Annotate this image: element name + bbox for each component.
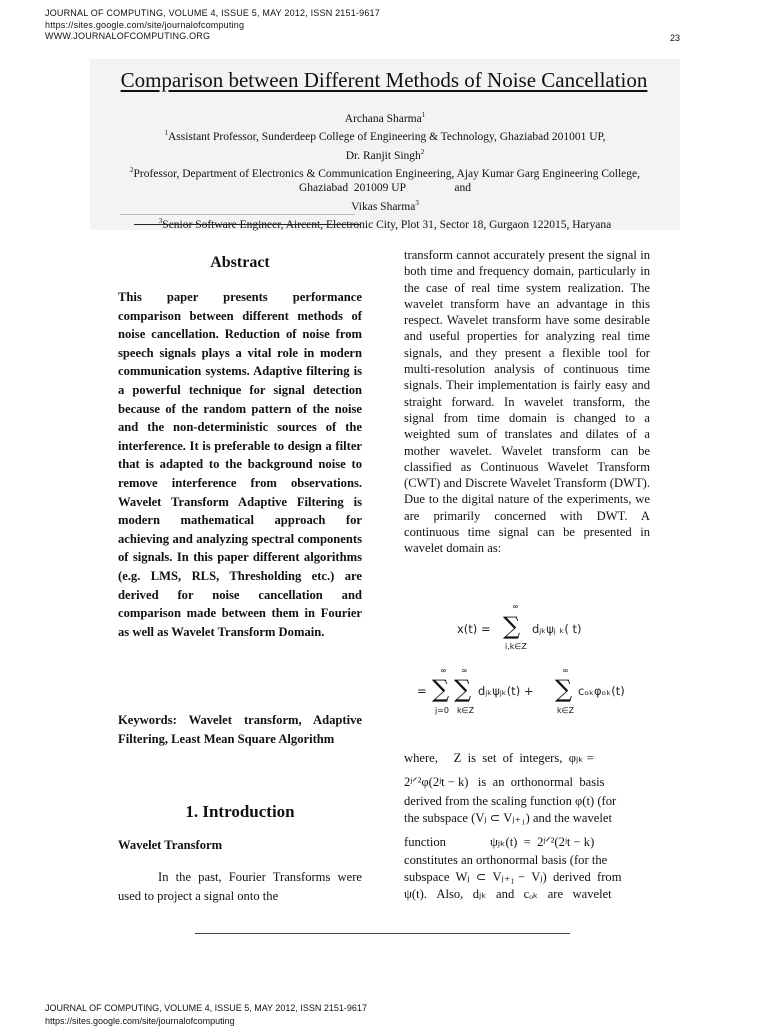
header-line-3: WWW.JOURNALOFCOMPUTING.ORG	[45, 31, 211, 41]
footer-line-2: https://sites.google.com/site/journalofcomputing	[45, 1016, 235, 1026]
eq1-lhs: x(t) =	[457, 622, 491, 636]
where-line: 2ʲᐟ²φ(2ʲt − k) is an orthonormal basis	[404, 775, 605, 789]
eq2-sum2-upper: ∞	[461, 666, 468, 675]
author-2-affiliation: $^2$Professor, Department of Electronics & Communication Engineering, Ajay Kumar Garg Engineering College,	[130, 165, 640, 180]
keywords: Keywords: Wavelet transform, Adaptive Filtering, Least Mean Square Algorithm	[118, 713, 362, 746]
sum-symbol-icon: ∑	[454, 675, 472, 703]
where-line: constitutes an orthonormal basis (for the	[404, 853, 608, 867]
header-line-2: https://sites.google.com/site/journalofcomputing	[45, 19, 245, 30]
where-line: the subspace (Vⱼ ⊂ Vⱼ₊₁) and the wavelet	[404, 811, 612, 825]
sum-symbol-icon: ∑	[432, 675, 450, 703]
section-heading: 1. Introduction	[185, 802, 295, 821]
author-3-affiliation: $^3$Senior Software Engineer, Aircent, Electronic City, Plot 31, Sector 18, Gurgaon 122015, Haryana	[158, 217, 612, 231]
paper-title: Comparison between Different Methods of Noise Cancellation	[120, 68, 648, 92]
journal-header	[45, 8, 380, 43]
body-paragraph: transform cannot accurately present the signal in both time and frequency domain, particularly in the case of real time system realization. The wavelet transform have an advantage in this respect. Wavelet transform have some desirable and useful properties for analyzing real time signals, and they present a flexible tool for multi-resolution analysis of continuous time signals. Their implementation is fairly easy and straight forward. In wavelet transform, the signal from time domain is changed to a weighted sum of translates and dilates of a mother wavelet. Wavelet transform can be classified as Continuous Wavelet Transform (CWT) and Discrete Wavelet Transform (DWT). Due to the digital nature of the experiments, we are primarily concerned with DWT. A continuous time signal can be presented in wavelet domain as:	[404, 248, 650, 556]
eq2-sum2-lower: k∈Z	[457, 706, 475, 715]
header-line-1: JOURNAL OF COMPUTING, VOLUME 4, ISSUE 5, MAY 2012, ISSN 2151-9617	[45, 8, 380, 18]
where-line: derived from the scaling function φ(t) (for	[404, 794, 617, 808]
where-line: subspace Wⱼ ⊂ Vⱼ₊₁ − Vⱼ) derived from	[404, 870, 622, 884]
intro-paragraph: In the past, Fourier Transforms were used to project a signal onto the	[118, 870, 362, 903]
divider	[120, 214, 355, 215]
eq2-sum3-upper: ∞	[562, 666, 569, 675]
eq2-term-1: dⱼₖψⱼₖ(t) +	[478, 684, 534, 698]
eq2-sum1-upper: ∞	[440, 666, 447, 675]
footer-divider	[195, 933, 570, 934]
eq2-sum1-lower: j=0	[435, 706, 450, 715]
eq1-term: dⱼₖψⱼ ₖ( t)	[532, 622, 582, 636]
sum-symbol-icon: ∑	[555, 675, 573, 703]
eq2-term-2: cₒₖφₒₖ(t)	[578, 684, 625, 698]
where-line: ψ(t). Also, dⱼₖ and cₒₖ are wavelet	[404, 887, 612, 901]
eq2-sum3-lower: k∈Z	[557, 706, 575, 715]
author-2: Dr. Ranjit Singh$^2$	[345, 147, 425, 162]
author-1-affiliation: $^1$Assistant Professor, Sunderdeep College of Engineering & Technology, Ghaziabad 201001 UP,	[164, 129, 606, 144]
author-2-affiliation-2: Ghaziabad 201009 UP and	[298, 182, 472, 195]
footer-line-1: JOURNAL OF COMPUTING, VOLUME 4, ISSUE 5, MAY 2012, ISSN 2151-9617	[45, 1003, 367, 1013]
journal-footer	[45, 1002, 367, 1028]
author-1: Archana Sharma$^1$	[344, 111, 426, 125]
where-line: function ψⱼₖ(t) = 2ʲᐟ²(2ʲt − k)	[404, 835, 595, 849]
subsection-heading: Wavelet Transform	[118, 838, 223, 852]
author-3: Vikas Sharma$^3$	[351, 198, 419, 213]
sum-symbol-icon: ∑	[503, 612, 521, 640]
page-number: 23	[669, 33, 680, 43]
where-line: where, Z is set of integers, φⱼₖ =	[404, 751, 594, 765]
divider	[134, 224, 360, 225]
eq1-sum-lower: i,k∈Z	[505, 642, 527, 651]
eq2-equals: =	[417, 684, 427, 698]
abstract-text: This paper presents performance comparison between different methods of noise cancellation. Reduction of noise from speech signals plays a vital role in modern communication systems. Adaptive filtering is a powerful technique for signal detection because of the random pattern of the noise and the non-deterministic sources of the interference. It is preferable to design a filter that is adapted to the background noise to remove interference from observations. Wavelet Transform Adaptive Filtering is modern mathematical approach for achieving and analyzing spectral components of signals. In this paper different algorithms (e.g. LMS, RLS, Thresholding etc.) are derived for noise cancellation and comparison made between them in Fourier as well as Wavelet Transform Domain.	[118, 290, 362, 639]
abstract-heading: Abstract	[210, 254, 270, 271]
eq1-sum-upper: ∞	[512, 602, 519, 611]
